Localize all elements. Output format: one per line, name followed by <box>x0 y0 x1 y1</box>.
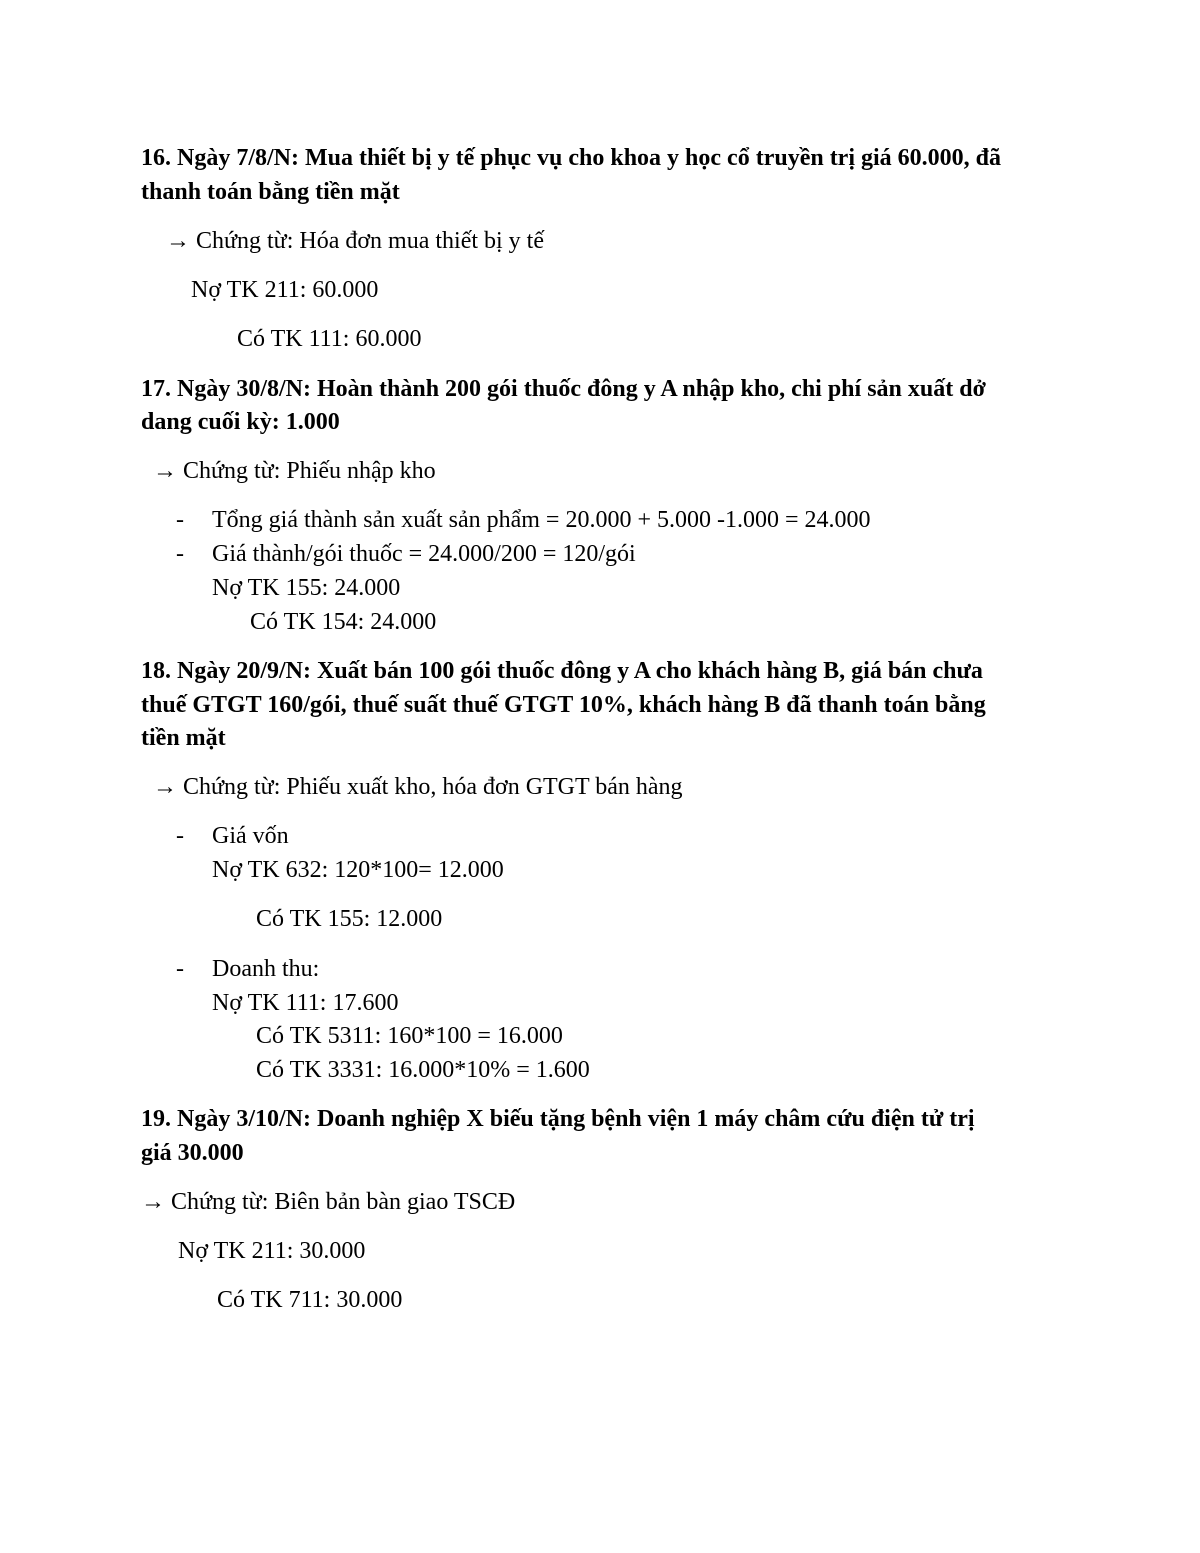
tx17-debit-entry: Nợ TK 155: 24.000 <box>212 575 401 601</box>
tx19-heading-line2: giá 30.000 <box>141 1140 244 1166</box>
tx16-heading-line1: 16. Ngày 7/8/N: Mua thiết bị y tế phục vụ cho khoa y học cổ truyền trị giá 60.000, đã <box>141 145 1002 171</box>
bullet-marker: - <box>176 823 184 849</box>
tx16-voucher: → Chứng từ: Hóa đơn mua thiết bị y tế <box>166 228 544 254</box>
tx18-voucher: → Chứng từ: Phiếu xuất kho, hóa đơn GTGT bán hàng <box>153 774 683 800</box>
tx17-heading-line1: 17. Ngày 30/8/N: Hoàn thành 200 gói thuốc đông y A nhập kho, chi phí sản xuất dở <box>141 376 986 402</box>
tx17-voucher: → Chứng từ: Phiếu nhập kho <box>153 458 436 484</box>
tx19-credit-entry: Có TK 711: 30.000 <box>217 1287 403 1313</box>
bullet-marker: - <box>176 507 184 533</box>
tx18-cost-label: Giá vốn <box>212 823 289 849</box>
tx18-revenue-credit-entry-1: Có TK 5311: 160*100 = 16.000 <box>256 1023 563 1049</box>
tx18-heading-line3: tiền mặt <box>141 725 226 751</box>
tx18-heading-line1: 18. Ngày 20/9/N: Xuất bán 100 gói thuốc đông y A cho khách hàng B, giá bán chưa <box>141 658 983 684</box>
tx18-heading-line2: thuế GTGT 160/gói, thuế suất thuế GTGT 10%, khách hàng B đã thanh toán bằng <box>141 692 986 718</box>
tx19-debit-entry: Nợ TK 211: 30.000 <box>178 1238 366 1264</box>
tx17-heading-line2: dang cuối kỳ: 1.000 <box>141 409 340 435</box>
bullet-marker: - <box>176 541 184 567</box>
tx18-revenue-debit-entry: Nợ TK 111: 17.600 <box>212 990 399 1016</box>
tx16-debit-entry: Nợ TK 211: 60.000 <box>191 277 379 303</box>
tx17-total-cost-calc: Tổng giá thành sản xuất sản phẩm = 20.000 + 5.000 -1.000 = 24.000 <box>212 507 871 533</box>
tx16-credit-entry: Có TK 111: 60.000 <box>237 326 422 352</box>
tx19-heading-line1: 19. Ngày 3/10/N: Doanh nghiệp X biếu tặng bệnh viện 1 máy châm cứu điện tử trị <box>141 1106 975 1132</box>
tx18-cost-credit-entry: Có TK 155: 12.000 <box>256 906 443 932</box>
tx16-heading-line2: thanh toán bằng tiền mặt <box>141 179 400 205</box>
bullet-marker: - <box>176 956 184 982</box>
tx17-unit-cost-calc: Giá thành/gói thuốc = 24.000/200 = 120/gói <box>212 541 636 567</box>
tx17-credit-entry: Có TK 154: 24.000 <box>250 609 437 635</box>
tx18-revenue-credit-entry-2: Có TK 3331: 16.000*10% = 1.600 <box>256 1057 590 1083</box>
tx18-cost-debit-entry: Nợ TK 632: 120*100= 12.000 <box>212 857 504 883</box>
tx18-revenue-label: Doanh thu: <box>212 956 320 982</box>
tx19-voucher: → Chứng từ: Biên bản bàn giao TSCĐ <box>141 1189 516 1215</box>
